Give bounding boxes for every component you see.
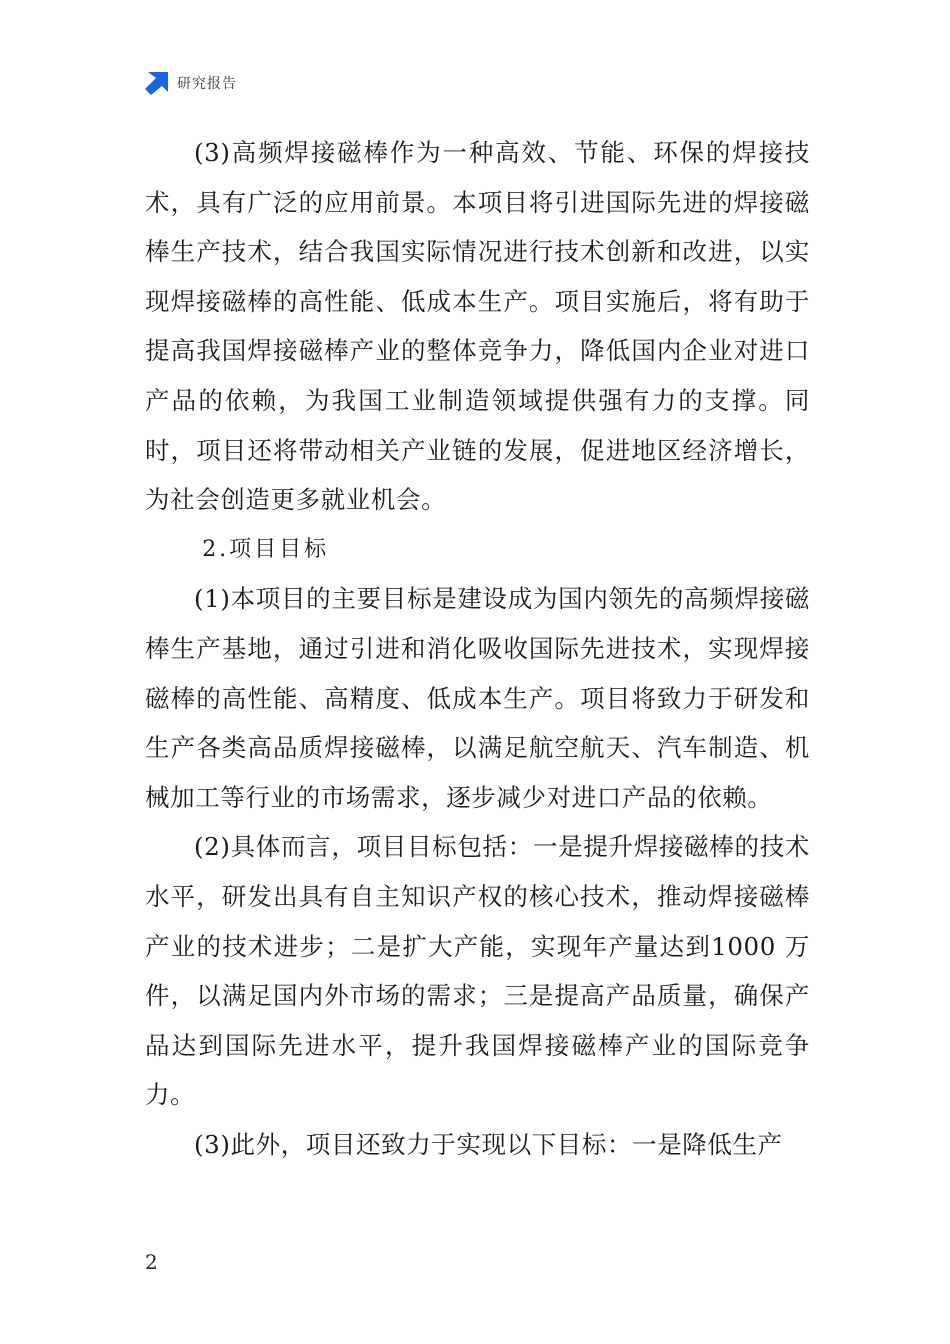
page-number: 2: [145, 1250, 158, 1274]
header-title: 研究报告: [177, 76, 237, 92]
paragraph-4: (3)此外，项目还致力于实现以下目标：一是降低生产: [194, 1129, 783, 1159]
arrow-up-right-icon: [145, 71, 169, 95]
page-header: [145, 70, 237, 96]
paragraph-3: (2)具体而言，项目目标包括：一是提升焊接磁棒的技术水平，研发出具有自主知识产权的核心技术，推动焊接磁棒产业的技术进步；二是扩大产能，实现年产量达到1000 万件，以满足国内外市场的需求；三是提高产品质量，确保产品达到国际先进水平，提升我国焊接磁棒产业的国际竞争力。: [145, 832, 810, 1110]
document-body: [145, 128, 810, 1169]
paragraph-2: (1)本项目的主要目标是建设成为国内领先的高频焊接磁棒生产基地，通过引进和消化吸收国际先进技术，实现焊接磁棒的高性能、高精度、低成本生产。项目将致力于研发和生产各类高品质焊接磁棒，以满足航空航天、汽车制造、机械加工等行业的市场需求，逐步减少对进口产品的依赖。: [145, 584, 810, 812]
section-heading: 2.项目目标: [202, 536, 330, 562]
paragraph-1: (3)高频焊接磁棒作为一种高效、节能、环保的焊接技术，具有广泛的应用前景。本项目将引进国际先进的焊接磁棒生产技术，结合我国实际情况进行技术创新和改进，以实现焊接磁棒的高性能、低成本生产。项目实施后，将有助于提高我国焊接磁棒产业的整体竞争力，降低国内企业对进口产品的依赖，为我国工业制造领域提供强有力的支撑。同时，项目还将带动相关产业链的发展，促进地区经济增长，为社会创造更多就业机会。: [145, 138, 810, 515]
